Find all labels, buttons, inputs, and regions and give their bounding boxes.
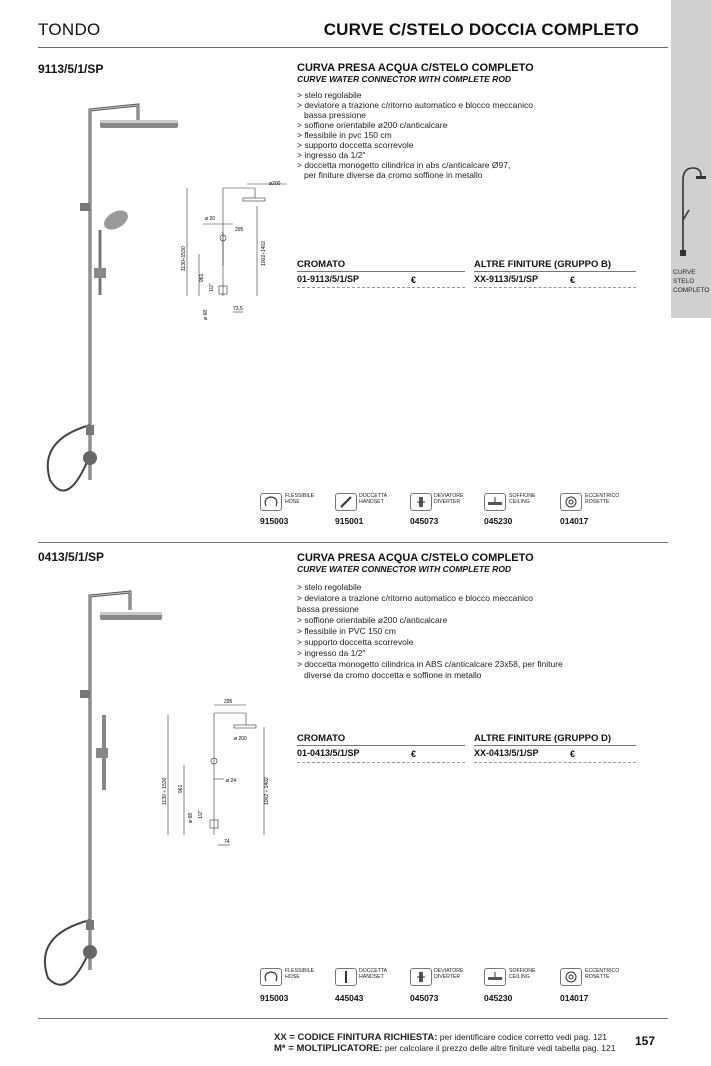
dimension-label: ø 68: [188, 812, 194, 823]
footer-note-finish: XX = CODICE FINITURA RICHIESTA: per identificare codice corretto vedi pag. 121: [274, 1032, 608, 1043]
hose-icon: [260, 968, 282, 986]
header-divider: [38, 47, 668, 48]
feature-item: > stelo regolabile: [297, 90, 362, 100]
accessory-label: SOFFIONE CEILING: [509, 493, 536, 505]
price-heading: ALTRE FINITURE (GRUPPO D): [474, 733, 636, 746]
accessory-code: 014017: [560, 993, 589, 1003]
diverter-icon: [410, 493, 432, 511]
diverter-icon: [410, 968, 432, 986]
dimension-label: 1130 ÷ 1530: [162, 777, 168, 805]
product-code: 0413/5/1/SP: [38, 550, 105, 564]
accessory-code: 915003: [260, 516, 289, 526]
dimension-label: 961: [199, 273, 205, 282]
dimension-label: ø 20: [205, 216, 216, 222]
feature-item: per finiture diverse da cromo soffione in metallo: [304, 170, 483, 180]
accessory-label: ECCENTRICO ROSETTE: [585, 968, 620, 980]
accessory-label: FLESSIBILE HOSE: [285, 968, 315, 980]
feature-item: > supporto doccetta scorrevole: [297, 140, 414, 150]
accessory-code: 045073: [410, 993, 439, 1003]
rosette-icon: [560, 493, 582, 511]
dimension-label: ø 68: [203, 309, 209, 320]
price-code: 01-9113/5/1/SP: [297, 274, 360, 284]
price-rule: [297, 287, 465, 288]
feature-list: [297, 90, 533, 180]
feature-item: > doccetta monogetto cilindrica in abs c/anticalcare Ø97,: [297, 160, 511, 170]
product-subtitle: CURVE WATER CONNECTOR WITH COMPLETE ROD: [297, 564, 512, 574]
price-rule: [474, 762, 636, 763]
feature-item: > supporto doccetta scorrevole: [297, 637, 414, 647]
feature-item: > ingresso da 1/2": [297, 648, 366, 658]
dimension-label: 74: [224, 839, 230, 845]
accessory-code: 045230: [484, 516, 513, 526]
ceiling-icon: [484, 968, 506, 986]
dimension-label: 1002÷1402: [261, 241, 267, 266]
accessory-code: 915003: [260, 993, 289, 1003]
feature-item: > stelo regolabile: [297, 582, 362, 592]
ceiling-icon: [484, 493, 506, 511]
dimension-label: 1002 ÷ 1402: [264, 777, 270, 805]
accessory-code: 014017: [560, 516, 589, 526]
accessory-label: SOFFIONE CEILING: [509, 968, 536, 980]
footer-divider: [38, 1018, 668, 1019]
price-rule: [474, 287, 636, 288]
rosette-icon: [560, 968, 582, 986]
feature-item: > flessibile in pvc 150 cm: [297, 130, 392, 140]
accessory-label: DOCCETTA HANDSET: [359, 968, 388, 980]
dimension-label: 1/2": [209, 283, 215, 292]
feature-item: > ingresso da 1/2": [297, 150, 366, 160]
accessory-label: DEVIATORE DIVERTER: [434, 968, 464, 980]
price-heading: CROMATO: [297, 733, 465, 746]
price-code: XX-9113/5/1/SP: [474, 274, 539, 284]
accessory-code: 045230: [484, 993, 513, 1003]
section-title: TONDO: [38, 20, 101, 39]
product-code: 9113/5/1/SP: [38, 62, 104, 76]
dimension-label: 295: [235, 227, 244, 233]
shower-thumbnail-icon: [671, 160, 711, 260]
feature-item: > soffione orientabile ø200 c/anticalcare: [297, 615, 448, 625]
feature-item: > deviatore a trazione c/ritorno automatico e blocco meccanico: [297, 100, 533, 110]
dimension-label: ø 200: [234, 736, 247, 742]
accessory-label: ECCENTRICO ROSETTE: [585, 493, 620, 505]
accessory-label: FLESSIBILE HOSE: [285, 493, 315, 505]
feature-item: > doccetta monogetto cilindrica in ABS c/anticalcare 23x58, per finiture: [297, 659, 563, 669]
dimension-label: 73,5: [233, 306, 243, 312]
dimension-label: 1130÷1530: [181, 246, 187, 271]
page-title: CURVE C/STELO DOCCIA COMPLETO: [323, 20, 639, 39]
dimension-label: 961: [178, 784, 184, 793]
accessory-label: DOCCETTA HANDSET: [359, 493, 388, 505]
price-rule: [297, 762, 465, 763]
handset-icon: [335, 493, 357, 511]
product-title: CURVA PRESA ACQUA C/STELO COMPLETO: [297, 552, 534, 564]
dimension-label: 295: [224, 699, 233, 705]
price-heading: ALTRE FINITURE (GRUPPO B): [474, 259, 636, 272]
product-subtitle: CURVE WATER CONNECTOR WITH COMPLETE ROD: [297, 74, 512, 84]
feature-item: > soffione orientabile ø200 c/anticalcare: [297, 120, 448, 130]
product-title: CURVA PRESA ACQUA C/STELO COMPLETO: [297, 62, 534, 74]
footer-note-multiplier: M* = MOLTIPLICATORE: per calcolare il prezzo delle altre finiture vedi tabella pag. 121: [274, 1043, 616, 1054]
accessory-code: 445043: [335, 993, 364, 1003]
feature-item: bassa pressione: [297, 604, 359, 614]
currency-symbol: €: [570, 275, 576, 285]
currency-symbol: €: [411, 275, 417, 285]
technical-drawing: [175, 176, 290, 321]
side-tab-label: CURVE STELO COMPLETO: [673, 269, 710, 294]
section-divider: [38, 542, 668, 543]
feature-list: [297, 582, 563, 681]
feature-item: > deviatore a trazione c/ritorno automatico e blocco meccanico: [297, 593, 533, 603]
currency-symbol: €: [570, 749, 576, 759]
price-code: XX-0413/5/1/SP: [474, 748, 539, 758]
feature-item: > flessibile in PVC 150 cm: [297, 626, 396, 636]
feature-item: diverse da cromo doccetta e soffione in metallo: [304, 670, 482, 680]
hose-icon: [260, 493, 282, 511]
technical-drawing: [158, 695, 283, 855]
price-heading: CROMATO: [297, 259, 465, 272]
accessory-label: DEVIATORE DIVERTER: [434, 493, 464, 505]
dimension-label: 1/2": [198, 810, 204, 819]
dimension-label: ø 24: [226, 778, 237, 784]
dimension-label: ø200: [269, 181, 281, 187]
feature-item: bassa pressione: [304, 110, 366, 120]
product-photo: [38, 80, 198, 500]
handset-icon: [335, 968, 357, 986]
accessory-code: 045073: [410, 516, 439, 526]
accessory-code: 915001: [335, 516, 364, 526]
page-number: 157: [634, 1034, 655, 1048]
currency-symbol: €: [411, 749, 417, 759]
price-code: 01-0413/5/1/SP: [297, 748, 360, 758]
